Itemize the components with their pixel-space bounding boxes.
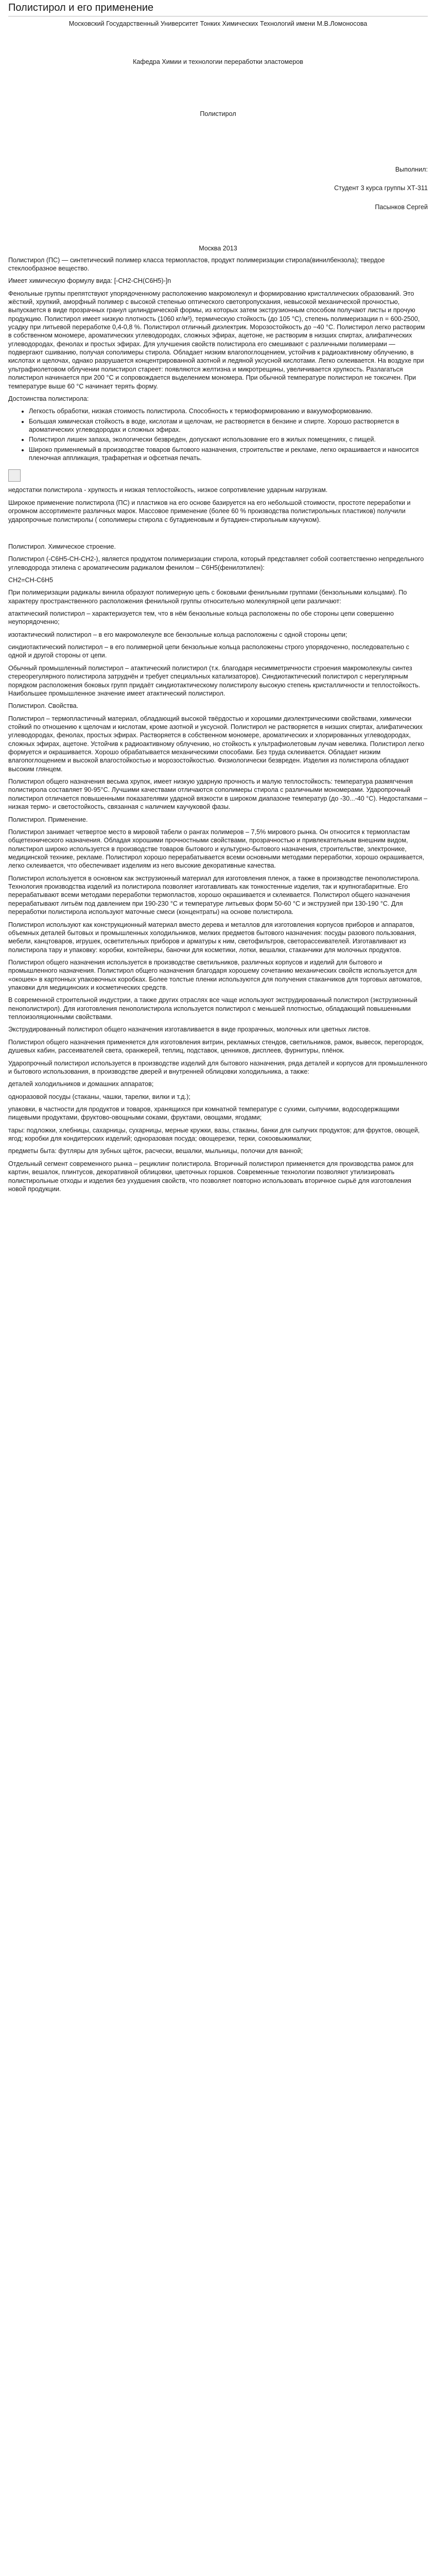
body-paragraph: предметы быта: футляры для зубных щёток, расчески, вешалки, мыльницы, полочки для ванной; bbox=[8, 1147, 303, 1155]
city-year: Москва 2013 bbox=[199, 245, 237, 252]
university-name: Московский Государственный Университет Тонких Химических Технологий имени М.В.Ломоносова bbox=[68, 20, 368, 27]
body-paragraph: деталей холодильников и домашних аппаратов; bbox=[8, 1080, 154, 1088]
body-paragraph: упаковки, в частности для продуктов и товаров, хранящихся при комнатной температуре с сухими, сыпучими, водосодержащими пищевыми продуктами, фруктово-овощными соками, фруктами, овощами, ягодами; bbox=[8, 1105, 399, 1122]
body-paragraph: Полистирол общего назначения используется в производстве светильников, различных корпусов и изделий для бытового и промышленного назначения. Полистирол общего назначения благодаря хорошему сочетанию механических свойств используется для «окошек» в картонных упаковочных коробках. Более толстые пленки используются для получения стаканчиков для торговых автоматов, упаковки для медицинских и косметических средств. bbox=[8, 958, 422, 992]
student-info: Студент 3 курса группы ХТ-311 bbox=[334, 184, 428, 192]
body-paragraph: атактический полистирол – характеризуется тем, что в нём бензольные кольца расположены по обе стороны цепи совершенно неупорядоченно; bbox=[8, 610, 394, 626]
student-name: Пасынков Сергей bbox=[375, 203, 428, 211]
body-paragraph: Отдельный сегмент современного рынка – рециклинг полистирола. Вторичный полистирол применяется для производства рамок для картин, вешалок, плинтусов, декоративной облицовки, цветочных горшков. Современные технологии позволяют утилизировать полистирольные отходы и изделия без ухудшения свойств, что позволяет повторно использовать вторичное сырьё для изготовления новой продукции. bbox=[8, 1160, 414, 1193]
document-title: Полистирол и его применение bbox=[8, 1, 428, 16]
body-paragraph: Полистирол – термопластичный материал, обладающий высокой твёрдостью и хорошими диэлектрическими свойствами, химически стойкий по отношению к щелочам и кислотам, кроме азотной и уксусной. Полистирол не растворяется в низших спиртах, алифатических углеводородах, фенолах, простых эфирах. Растворяется в собственном мономере, ароматических и хлорированных углеводородах, сложных эфирах, ацетоне. Устойчив к радиоактивному облучению, но стойкость к ультрафиолетовым лучам невелика. Полистирол легко формуется и окрашивается. Хорошо обрабатывается механическими способами. Без труда склеивается. Обладает низким влагопоглощением и высокой влагостойкостью и морозостойкостью. Физиологически безвреден. Изделия из полистирола обладают высоким глянцем. bbox=[8, 715, 425, 773]
document-page bbox=[0, 0, 436, 1206]
body-paragraph: Полистирол общего назначения весьма хрупок, имеет низкую ударную прочность и малую теплостойкость: температура размягчения полистирола составляет 90-95°С. Лучшими качествами отличаются сополимеры стирола с различными мономерами. Ударопрочный полистирол отличается повышенными показателями ударной вязкости в широком диапазоне температур (до -30...-40 °С). Недостатками – низкая термо- и светостойкость, связанная с наличием каучуковой фазы. bbox=[8, 778, 428, 811]
department-name: Кафедра Химии и технологии переработки эластомеров bbox=[133, 58, 303, 66]
signature-block bbox=[8, 165, 428, 211]
section-heading: Полистирол. Химическое строение. bbox=[8, 543, 116, 550]
advantages-heading: Достоинства полистирола: bbox=[8, 395, 89, 402]
list-item: • Большая химическая стойкость в воде, кислотам и щелочам, не растворяется в бензине и спирте. Хорошо растворяется в ароматических углеводородах и сложных эфирах. bbox=[29, 417, 428, 434]
body-paragraph: Полистирол общего назначения применяется для изготовления витрин, рекламных стендов, светильников, рамок, вывесок, перегородок, душевых кабин, рассеивателей света, оранжерей, теплиц, подставок, ценников, дисплеев, фурнитуры, плёнок. bbox=[8, 1038, 424, 1055]
body-paragraph: Полистирол используется в основном как экструзионный материал для изготовления пленок, а также в производстве пенополистирола. Технология производства изделий из полистирола позволяет изготавливать как тонкостенные изделия, так и крупногабаритные. Его перерабатывают всеми методами переработки термопластов, хорошо окрашивается и склеивается. Полистирол общего назначения перерабатывают литьём под давлением при 190-230 °С и температуре литьевых форм 50-60 °С и экструзией при 130-190 °С. Для переработки полистирола используют маточные смеси (концентраты) на основе полистирола. bbox=[8, 874, 420, 916]
essay-title: Полистирол bbox=[200, 110, 236, 117]
list-item: • Полистирол лишен запаха, экологически безвреден, допускают использование его в жилых помещениях, с пищей. bbox=[29, 435, 428, 444]
section-heading: Полистирол. Применение. bbox=[8, 816, 88, 823]
section-heading: Полистирол. Свойства. bbox=[8, 702, 79, 710]
formula-line: Имеет химическую формулу вида: [-CH2-CH(C6H5)-]n bbox=[8, 277, 171, 285]
formula-line: CH2=CH-C6H5 bbox=[8, 576, 54, 584]
intro-paragraph: Фенольные группы препятствуют упорядоченному расположению макромолекул и формированию кристаллических образований. Это жёсткий, хрупкий, аморфный полимер с высокой степенью оптического светопропускания, невысокой механической прочностью, выпускается в виде прозрачных гранул цилиндрической формы, из которых затем экструзионным способом получают листы и прочую продукцию. Полистирол имеет низкую плотность (1060 кг/м³), термическую стойкость (до 105 °С), степень полимеризации n = 600-2500, усадку при литьевой переработке 0,4-0,8 %. Полистирол отличный диэлектрик. Морозостойкость до −40 °С. Полистирол легко растворим в собственном мономере, ароматических углеводородах, сложных эфирах, ацетоне, не растворим в низших спиртах, алифатических углеводородах, фенолах и простых эфирах. Для улучшения свойств полистирола его смешивают с различными полимерами — подвергают сшиванию, получая сополимеры стирола. Обладает низким влагопоглощением, устойчив к радиоактивному облучению, в кислотах и щелочах, однако разрушается концентрированной азотной и ледяной уксусной кислотами. Легко склеивается. На воздухе при ультрафиолетовом облучении полистирол стареет: появляются желтизна и микротрещины, увеличивается хрупкость. Разлагаться полистирол начинается при 200 °С и сопровождается выделением мономера. При обычной температуре полистирол не токсичен. При температуре выше 60 °С начинает терять форму. bbox=[8, 290, 425, 390]
body-paragraph: недостатки полистирола - хрупкость и низкая теплостойкость, низкое сопротивление ударным нагрузкам. bbox=[8, 486, 328, 494]
body-paragraph: тары: подложки, хлебницы, сахарницы, сухарницы, мерные кружки, вазы, стаканы, банки для сыпучих продуктов; для фруктов, овощей, ягод; коробки для кондитерских изделий; одноразовая посуда; овощерезки, терки, сокоовыжималки; bbox=[8, 1126, 420, 1143]
body-paragraph: Обычный промышленный полистирол – атактический полистирол (т.к. благодаря несимметричности строения макромолекулы синтез стереорегулярного полистирола затруднён и требует специальных катализаторов). Синдиотактический полистирол с нерегулярным порядком расположения боковых групп придаёт синдиотактическому полистиролу высокую степень кристалличности и теплостойкость. Наибольшее промышленное значение имеет атактический полистирол. bbox=[8, 664, 421, 697]
body-paragraph: При полимеризации радикалы винила образуют полимерную цепь с боковыми фенильными группами (бензольными кольцами). По характеру пространственного расположения фенильной группы относительно молекулярной цепи различают: bbox=[8, 589, 407, 605]
body-paragraph: синдиотактический полистирол – в его полимерной цепи бензольные кольца расположены строго упорядоченно, последовательно с одной и другой стороны от цепи. bbox=[8, 643, 409, 659]
list-item: • Легкость обработки, низкая стоимость полистирола. Способность к термоформированию и вакуумоформованию. bbox=[29, 407, 428, 415]
done-label: Выполнил: bbox=[395, 166, 428, 174]
list-item: • Широко применяемый в производстве товаров бытового назначения, строительстве и рекламе, легко окрашивается и наносится пленочная аппликация, трафаретная и офсетная печать. bbox=[29, 446, 428, 463]
body-paragraph: Полистирол используют как конструкционный материал вместо дерева и металлов для изготовления корпусов приборов и аппаратов, объемных деталей бытовых и промышленных холодильников, мелких предметов бытового назначения: посуды разового пользования, мебели, канцтоваров, игрушек, осветительных приборов и арматуры к ним, светофильтров, светорассеивателей. Изготавливают из полистирола тару и упаковку: коробки, контейнеры, баночки для косметики, лотки, вешалки, стаканчики для молочных продуктов. bbox=[8, 921, 416, 954]
body-paragraph: одноразовой посуды (стаканы, чашки, тарелки, вилки и т.д.); bbox=[8, 1093, 190, 1100]
body-paragraph: В современной строительной индустрии, а также других отраслях все чаще используют экструдированный полистирол (экструзионный пенополистирол). Для изготовления пенополистирола используется полистирол с меньшей плотностью, обладающий повышенными теплоизоляционными свойствами. bbox=[8, 996, 417, 1021]
body-paragraph: изотактический полистирол – в его макромолекуле все бензольные кольца расположены с одной стороны цепи; bbox=[8, 631, 347, 638]
body-paragraph: Полистирол (-C6H5-CH-CH2-), является продуктом полимеризации стирола, который представляет собой соответственно непредельного углеводорода этилена с ароматическим радикалом фенилом – C6H5(фенилэтилен): bbox=[8, 555, 424, 571]
intro-paragraph: Полистирол (ПС) — синтетический полимер класса термопластов, продукт полимеризации стирола(винилбензола); твердое стеклообразное вещество. bbox=[8, 256, 385, 272]
spacer bbox=[8, 528, 428, 543]
body-paragraph: Широкое применение полистирола (ПС) и пластиков на его основе базируется на его небольшой стоимости, простоте переработки и огромном ассортименте различных марок. Массовое применение (более 60 % производства полистирольных пластиков) получили ударопрочные полистиролы ( сополимеры стирола с бутадиеновым и бутадиен-стирольным каучуком). bbox=[8, 499, 411, 523]
body-paragraph: Ударопрочный полистирол используется в производстве изделий для бытового назначения, ряда деталей и корпусов для промышленного и бытового использования, в производстве дверей и внутренней облицовки холодильника, а также: bbox=[8, 1059, 427, 1075]
body-paragraph: Полистирол занимает четвертое место в мировой табели о рангах полимеров – 7,5% мирового рынка. Он относится к термопластам общетехнического назначения. Обладая хорошими прочностными свойствами, прозрачностью и привлекательным внешним видом, полистирол широко используется в производстве товаров бытового и культурно-бытового назначения, строительстве, электронике, медицинской технике, рекламе. Полистирол хорошо перерабатывается всеми основными методами переработки, хорошо окрашивается, легко склеивается, что обеспечивает изделиям из него высокие декоративные качества. bbox=[8, 828, 424, 870]
empty-table-cell bbox=[8, 469, 21, 482]
advantages-list bbox=[8, 407, 428, 462]
body-paragraph: Экструдированный полистирол общего назначения изготавливается в виде прозрачных, молочных или цветных листов. bbox=[8, 1026, 371, 1033]
